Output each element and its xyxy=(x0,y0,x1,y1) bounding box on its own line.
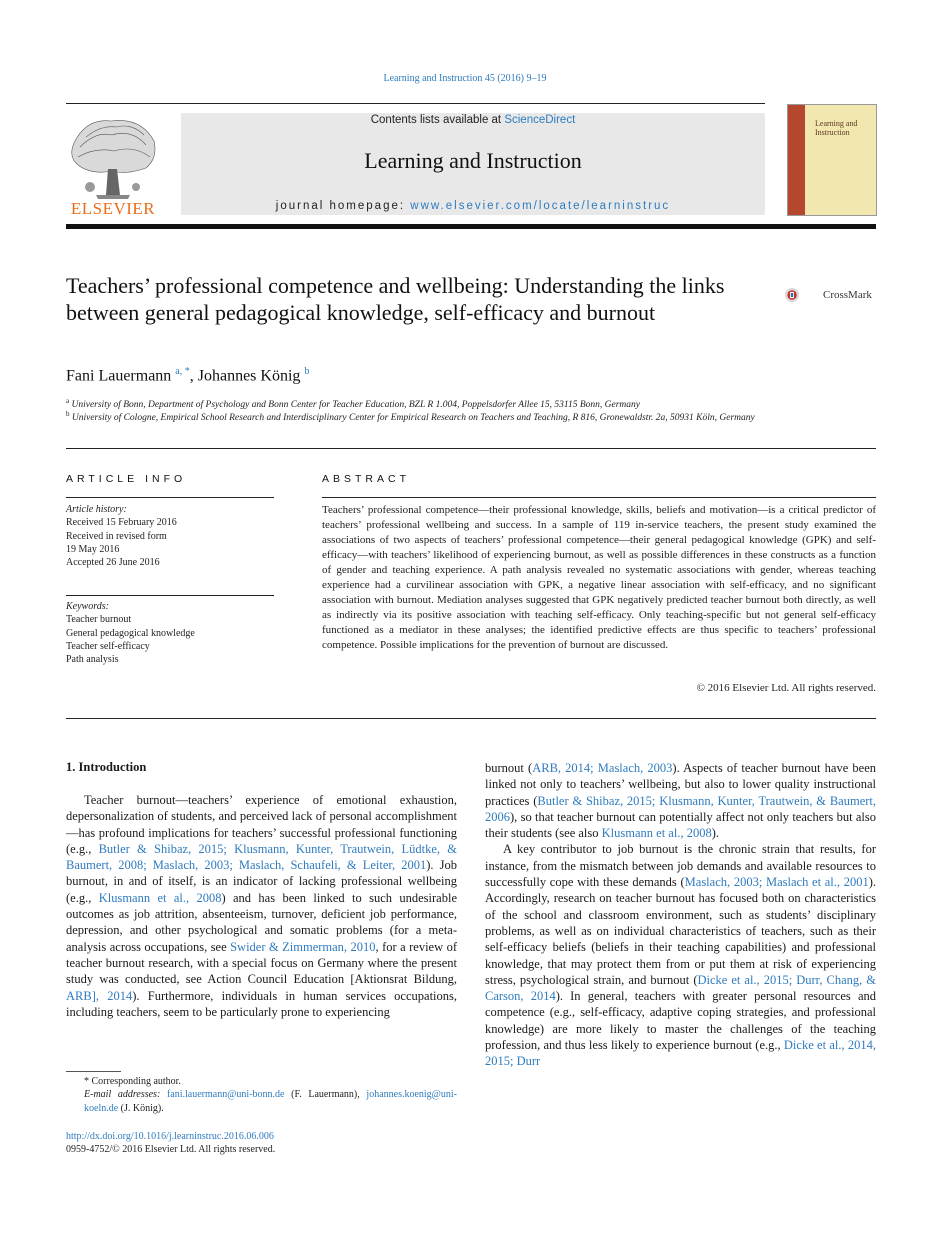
header-thick-rule xyxy=(66,224,876,229)
citation-link[interactable]: Butler & Shibaz, 2015; Klusmann, Kunter, Trautwein, & Baumert, 2006 xyxy=(485,793,876,824)
body-paragraph xyxy=(485,760,876,841)
body-column-right xyxy=(485,760,876,1070)
keyword-item: General pedagogical knowledge xyxy=(66,627,195,639)
issn-copyright: 0959-4752/© 2016 Elsevier Ltd. All rights reserved. xyxy=(66,1144,276,1155)
citation-link[interactable]: Dicke et al., 2014, 2015; Durr xyxy=(485,1038,877,1069)
keyword-item: Path analysis xyxy=(66,654,119,666)
body-text: ). xyxy=(711,826,719,841)
body-text: ) and has been linked to such undesirable outcomes as job attrition, absenteeism, turnover, deficient job performance, depression, and other psychological and somatic problems (for a meta-analysis across occupations, see xyxy=(66,890,457,954)
abstract-rule xyxy=(322,497,876,498)
body-text: , for a review of teacher burnout research, with a special focus on Germany where the present study was conducted, see Action Council Education [Aktionsrat Bildung, xyxy=(66,939,457,987)
corresponding-author-note: * Corresponding author. xyxy=(84,1076,181,1087)
body-text: ). Accordingly, research on teacher burnout has focused both on characteristics of the school and classroom environment, such as students’ disciplinary problems, as well as on individual characteristics of teachers, such as their self-efficacy beliefs (beliefs in their teaching capabilities) and professional knowledge, that may protect them from or put them at risk of experiencing stress, psychological strain, and burnout ( xyxy=(485,875,876,987)
homepage-link[interactable]: www.elsevier.com/locate/learninstruc xyxy=(410,200,671,212)
citation-link[interactable]: Butler & Shibaz, 2015; Klusmann, Kunter, Trautwein, Lüdtke, & Baumert, 2008; Maslach, 2003; Maslach, Schaufeli, & Leiter, 2001 xyxy=(66,841,457,873)
author-list xyxy=(66,366,309,385)
body-text: ). In general, teachers with greater personal resources and competence (e.g., self-efficacy, adaptive coping strategies, and professional knowledge) are more likely to master the challenges of the teaching profession, and thus less likely to experience burnout (e.g., xyxy=(485,989,876,1053)
history-entry: 19 May 2016 xyxy=(66,543,120,555)
email-owner: (F. Lauermann), xyxy=(284,1089,367,1101)
keywords-label: Keywords: xyxy=(66,601,109,612)
email-owner: (J. König). xyxy=(118,1102,164,1114)
citation-link[interactable]: ARB], 2014 xyxy=(66,988,133,1003)
history-label: Article history: xyxy=(66,504,127,515)
section-heading: 1. Introduction xyxy=(66,760,147,774)
footnote-rule xyxy=(66,1071,121,1072)
elsevier-wordmark: ELSEVIER xyxy=(70,199,156,218)
body-column-left xyxy=(66,792,457,1020)
body-paragraph xyxy=(66,792,457,1020)
affiliation xyxy=(66,408,786,425)
sciencedirect-link[interactable]: ScienceDirect xyxy=(504,114,576,126)
body-text: A key contributor to job burnout is the chronic strain that results, for instance, from the mismatch between job demands and available resources to successfully cope with these demands ( xyxy=(485,842,876,890)
author-affiliation-marker[interactable]: a, * xyxy=(175,366,190,377)
footnotes xyxy=(66,1075,457,1115)
affiliation-marker: b xyxy=(66,410,70,418)
email-label: E-mail addresses: xyxy=(84,1089,167,1101)
keyword-item: Teacher burnout xyxy=(66,614,132,626)
journal-title: Learning and Instruction xyxy=(364,148,582,173)
email-link[interactable]: johannes.koenig@uni-koeln.de xyxy=(84,1089,458,1114)
citation-link[interactable]: Dicke et al., 2015; Durr, Chang, & Carson, 2014 xyxy=(485,972,876,1004)
body-text: burnout ( xyxy=(485,761,533,775)
article-history xyxy=(66,503,274,569)
body-text: ). Aspects of teacher burnout have been linked not only to teachers’ wellbeing, but also to lower quality instructional practices ( xyxy=(485,761,876,808)
abstract-heading: ABSTRACT xyxy=(322,473,411,485)
citation-link[interactable]: Maslach, 2003; Maslach et al., 2001 xyxy=(684,875,869,890)
citation-link[interactable]: ARB, 2014; Maslach, 2003 xyxy=(532,761,673,775)
keyword-item: Teacher self-efficacy xyxy=(66,640,150,652)
author-name: Johannes König xyxy=(197,367,301,385)
abstract-text: Teachers’ professional competence—their professional knowledge, skills, beliefs and motivation—is a critical predictor of teachers’ professional wellbeing and success. In a sample of 119 in-service teachers, the present study examined the associations of two aspects of teachers’ professional competence—their general pedagogical knowledge (GPK) and self-efficacy—with teachers’ likelihood of experiencing burnout, as well as possible differences in these constructs as a function of gender and teaching experience. A path analysis revealed no systematic associations with gender, whereas teaching experience had a curvilinear association with GPK, a negative linear association with self-efficacy, and no significant association with burnout. Mediation analyses suggested that GPK negatively predicted teacher burnout both directly, as well as indirectly via its positive association with teaching self-efficacy. Only teaching-specific but not general self-efficacy functioned as a mediator in these analyses; the identified predictive effects are thus specific to teachers’ professional competence. Possible implications for the prevention of burnout are discussed. xyxy=(322,504,876,651)
cover-spine xyxy=(788,105,805,215)
citation-link[interactable]: Klusmann et al., 2008 xyxy=(601,826,712,841)
title-divider xyxy=(66,448,876,449)
cover-title: Learning and Instruction xyxy=(815,119,858,137)
keywords-rule xyxy=(66,595,274,596)
journal-citation[interactable]: Learning and Instruction 45 (2016) 9–19 xyxy=(383,73,547,84)
history-entry: Accepted 26 June 2016 xyxy=(66,557,160,569)
crossmark-icon[interactable] xyxy=(785,277,821,313)
article-info-heading: ARTICLE INFO xyxy=(66,473,187,485)
crossmark-label[interactable]: CrossMark xyxy=(823,289,872,301)
author-name: Fani Lauermann xyxy=(66,367,172,385)
citation-link[interactable]: Swider & Zimmerman, 2010 xyxy=(230,939,376,954)
keywords-list xyxy=(66,600,274,666)
citation-link[interactable]: Klusmann et al., 2008 xyxy=(98,890,222,905)
body-text: ). Job burnout, in and of itself, is an indicator of lacking professional wellbeing (e.g., xyxy=(66,858,458,905)
email-link[interactable]: fani.lauermann@uni-bonn.de xyxy=(166,1089,285,1101)
affiliation-text: University of Cologne, Empirical School Research and Interdisciplinary Center for Empirical Research on Teachers and Teaching, R 816, Gronewaldstr. 2a, 50931 Köln, Germany xyxy=(71,413,755,424)
history-entry: Received 15 February 2016 xyxy=(66,517,177,529)
body-text: ), so that teacher burnout can potentially affect not only teachers but also their students (see also xyxy=(485,809,876,841)
homepage-prefix: journal homepage: xyxy=(275,200,411,212)
article-title: Teachers’ professional competence and wellbeing: Understanding the links between general pedagogical knowledge, self-efficacy and burnout xyxy=(66,273,725,325)
body-text: Teacher burnout—teachers’ experience of emotional exhaustion, depersonalization of students, and perceived lack of personal accomplishment—has profound implications for teachers’ successful professional functioning (e.g., xyxy=(66,793,457,856)
author-separator: , xyxy=(189,367,198,385)
email-addresses xyxy=(66,1088,457,1115)
journal-homepage-line xyxy=(181,200,765,212)
history-entry: Received in revised form xyxy=(66,530,167,542)
affiliation-marker: a xyxy=(66,397,70,405)
affiliation-text: University of Bonn, Department of Psychology and Bonn Center for Teacher Education, BZL R 1.004, Poppelsdorfer Allee 15, 53115 Bonn, Germany xyxy=(71,400,641,411)
abstract-end-rule xyxy=(66,718,876,719)
author-affiliation-marker[interactable]: b xyxy=(304,366,310,377)
copyright-notice: © 2016 Elsevier Ltd. All rights reserved. xyxy=(696,682,876,694)
article-info-rule xyxy=(66,497,274,498)
doi-link[interactable]: http://dx.doi.org/10.1016/j.learninstruc.2016.06.006 xyxy=(66,1131,274,1142)
journal-cover-thumbnail[interactable] xyxy=(787,104,877,216)
contents-line xyxy=(181,114,765,126)
body-paragraph xyxy=(485,841,876,1069)
body-text: ). Furthermore, individuals in human services occupations, including teachers, seem to be particularly prone to experiencing xyxy=(66,988,458,1019)
header-divider xyxy=(66,103,765,104)
contents-prefix: Contents lists available at xyxy=(370,114,505,126)
